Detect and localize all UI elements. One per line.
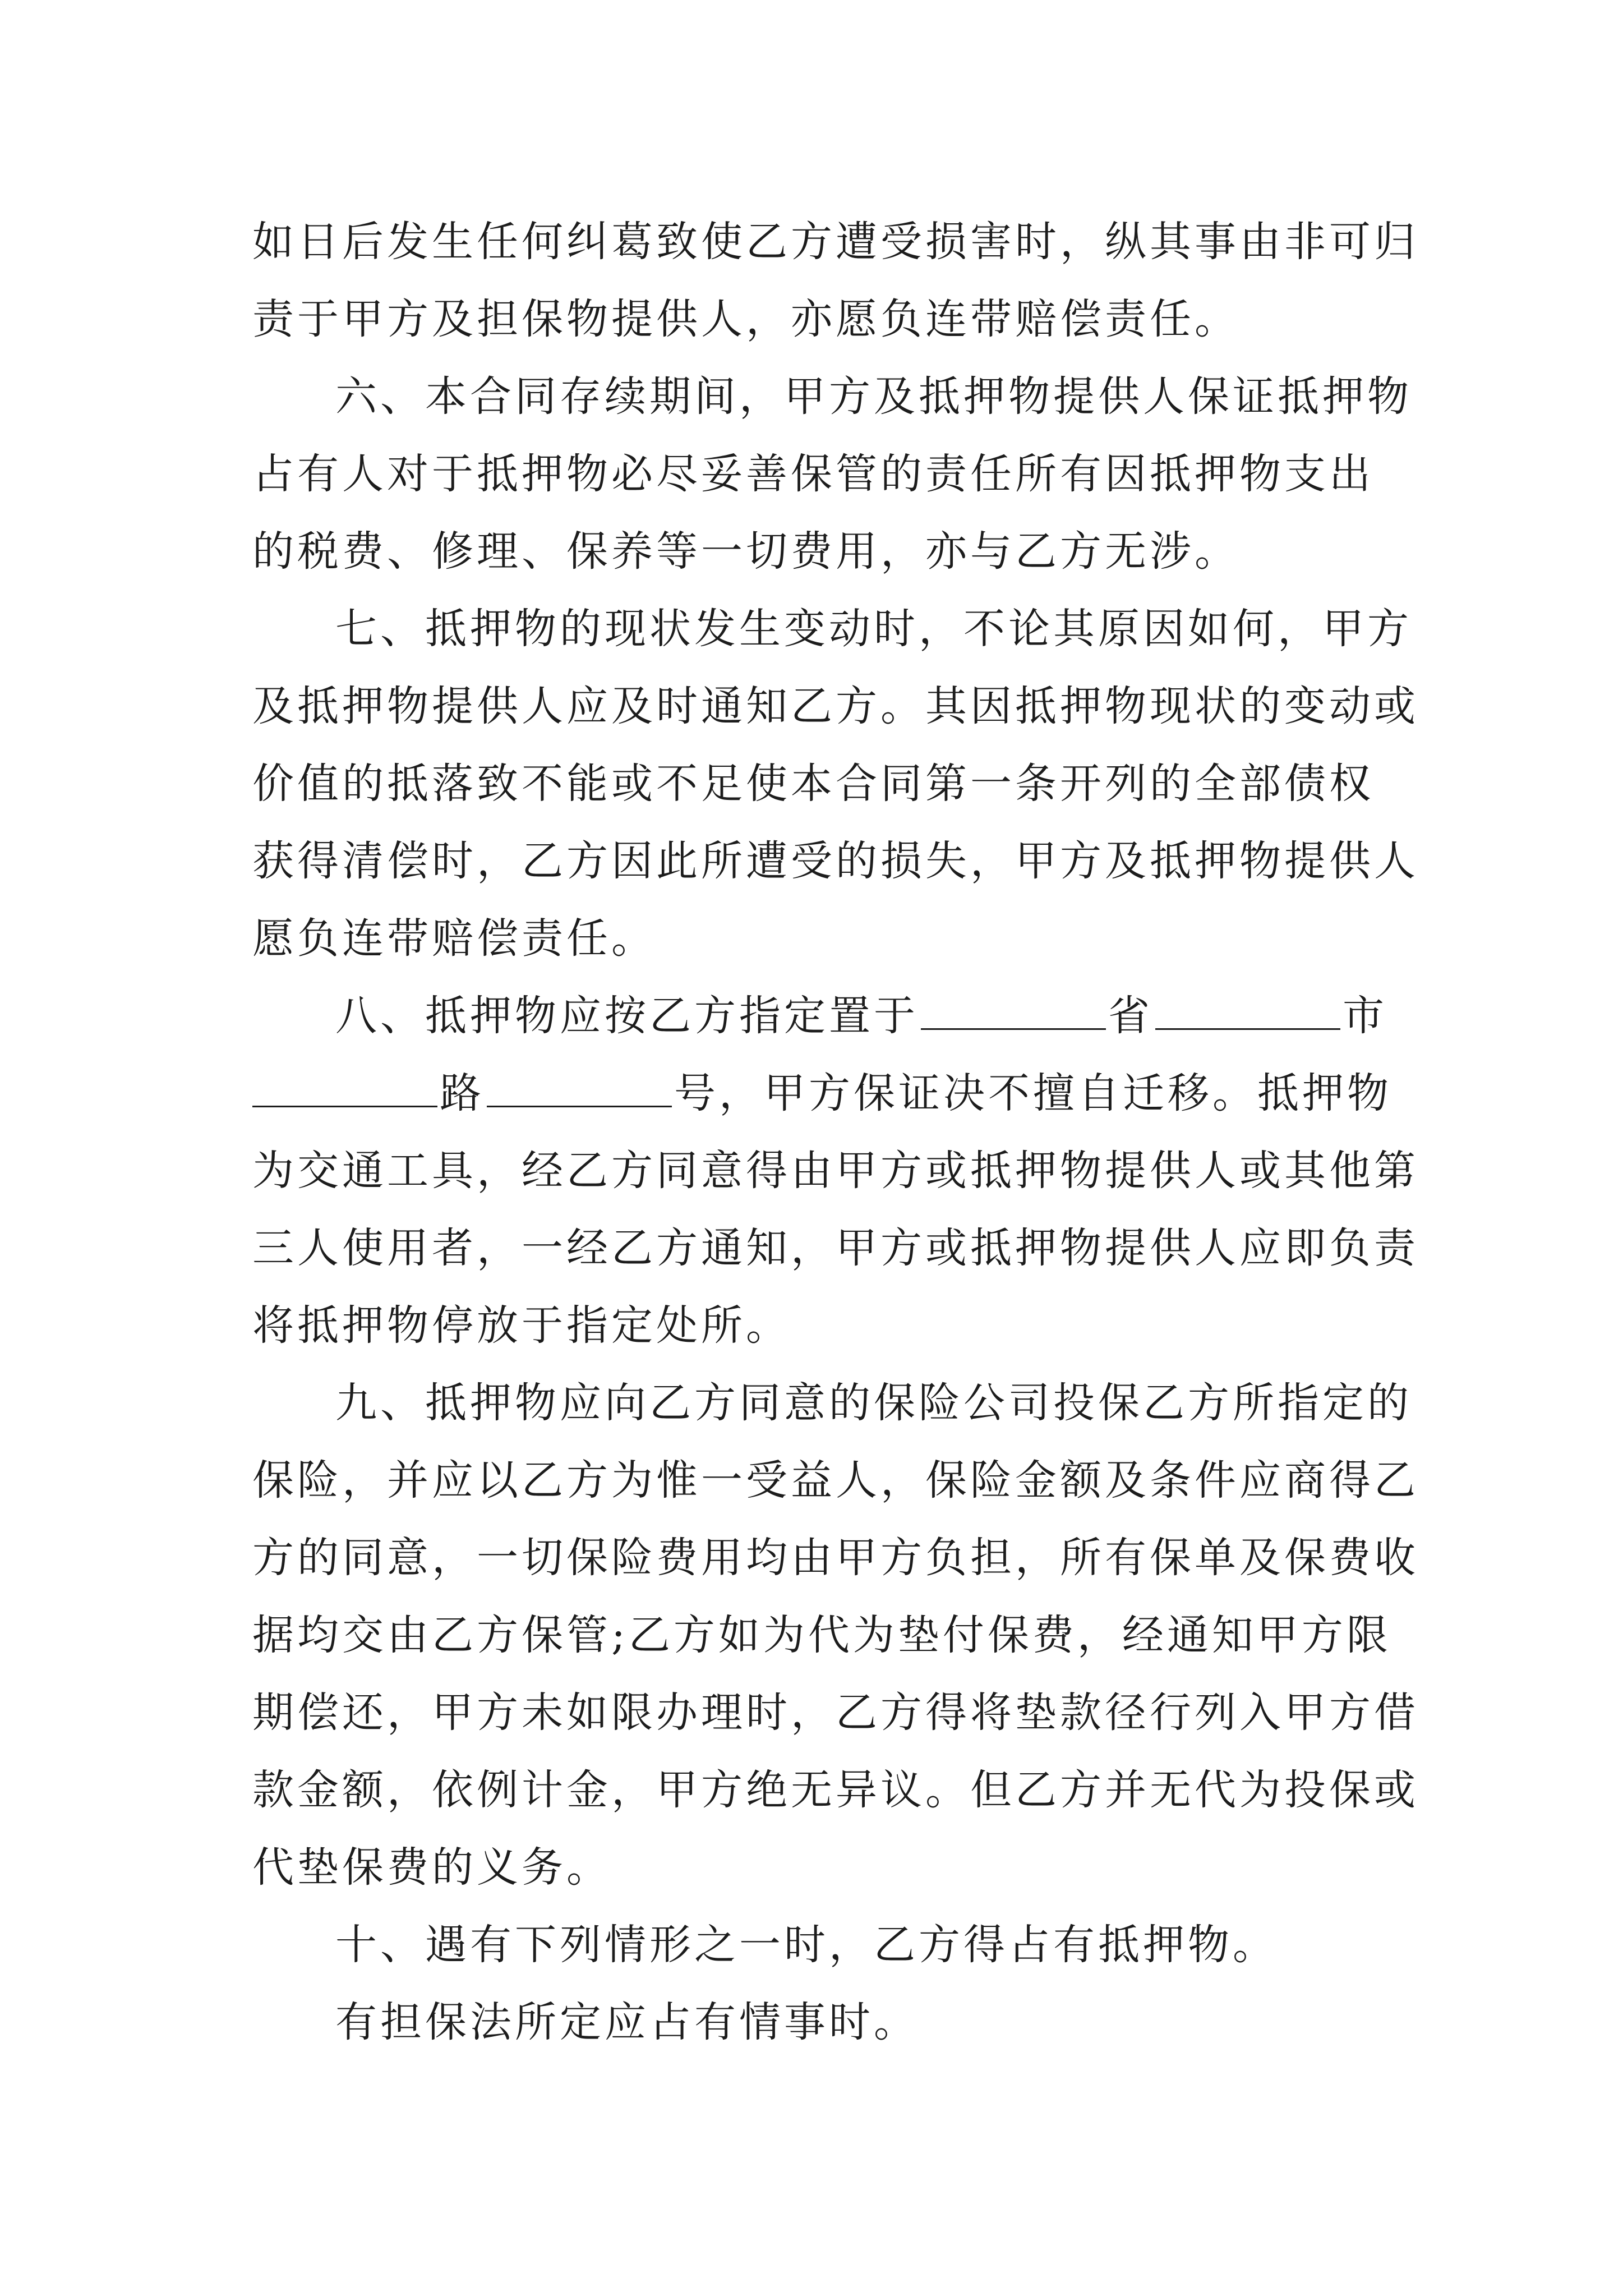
text-line: 为交通工具，经乙方同意得由甲方或抵押物提供人或其他第 <box>252 1147 1419 1195</box>
text-segment: 市 <box>1343 992 1387 1040</box>
text-line: 将抵押物停放于指定处所。 <box>252 1301 791 1350</box>
text-line: 保险，并应以乙方为惟一受益人，保险金额及条件应商得乙 <box>252 1456 1419 1504</box>
text-line: 期偿还，甲方未如限办理时，乙方得将垫款径行列入甲方借 <box>252 1688 1419 1737</box>
text-line: 款金额，依例计金，甲方绝无异议。但乙方并无代为投保或 <box>252 1766 1419 1814</box>
fill-blank-road[interactable] <box>252 1072 437 1107</box>
text-segment: 路 <box>440 1069 485 1117</box>
paragraph-seven-start: 七、抵押物的现状发生变动时，不论其原因如何，甲方 <box>335 605 1412 653</box>
text-line: 的税费、修理、保养等一切费用，亦与乙方无涉。 <box>252 527 1239 576</box>
fill-blank-city[interactable] <box>1155 995 1340 1030</box>
text-line: 获得清偿时，乙方因此所遭受的损失，甲方及抵押物提供人 <box>252 837 1419 885</box>
text-line: 代垫保费的义务。 <box>252 1843 611 1892</box>
text-line: 责于甲方及担保物提供人，亦愿负连带赔偿责任。 <box>252 295 1239 343</box>
paragraph-ten-item: 有担保法所定应占有情事时。 <box>335 1998 919 2046</box>
text-line: 占有人对于抵押物必尽妥善保管的责任所有因抵押物支出 <box>252 450 1374 498</box>
paragraph-eight-start <box>252 977 1385 1055</box>
text-line: 价值的抵落致不能或不足使本合同第一条开列的全部债权 <box>252 760 1374 808</box>
text-line: 愿负连带赔偿责任。 <box>252 914 656 963</box>
paragraph-six-start: 六、本合同存续期间，甲方及抵押物提供人保证抵押物 <box>335 372 1412 421</box>
document-body <box>252 203 1419 2061</box>
text-segment: 省 <box>1108 992 1153 1040</box>
text-segment: 八、抵押物应按乙方指定置于 <box>335 992 919 1040</box>
text-line: 三人使用者，一经乙方通知，甲方或抵押物提供人应即负责 <box>252 1224 1419 1272</box>
text-line: 据均交由乙方保管;乙方如为代为垫付保费，经通知甲方限 <box>252 1611 1391 1659</box>
text-line: 及抵押物提供人应及时通知乙方。其因抵押物现状的变动或 <box>252 682 1419 730</box>
paragraph-nine-start: 九、抵押物应向乙方同意的保险公司投保乙方所指定的 <box>335 1379 1412 1427</box>
text-line: 方的同意，一切保险费用均由甲方负担，所有保单及保费收 <box>252 1534 1419 1582</box>
paragraph-ten-start: 十、遇有下列情形之一时，乙方得占有抵押物。 <box>335 1921 1278 1969</box>
text-line: 如日后发生任何纠葛致使乙方遭受损害时，纵其事由非可归 <box>252 218 1419 266</box>
fill-blank-number[interactable] <box>487 1072 672 1107</box>
text-line <box>252 1055 1392 1132</box>
fill-blank-province[interactable] <box>921 995 1106 1030</box>
text-segment: 号，甲方保证决不擅自迁移。抵押物 <box>674 1069 1392 1117</box>
